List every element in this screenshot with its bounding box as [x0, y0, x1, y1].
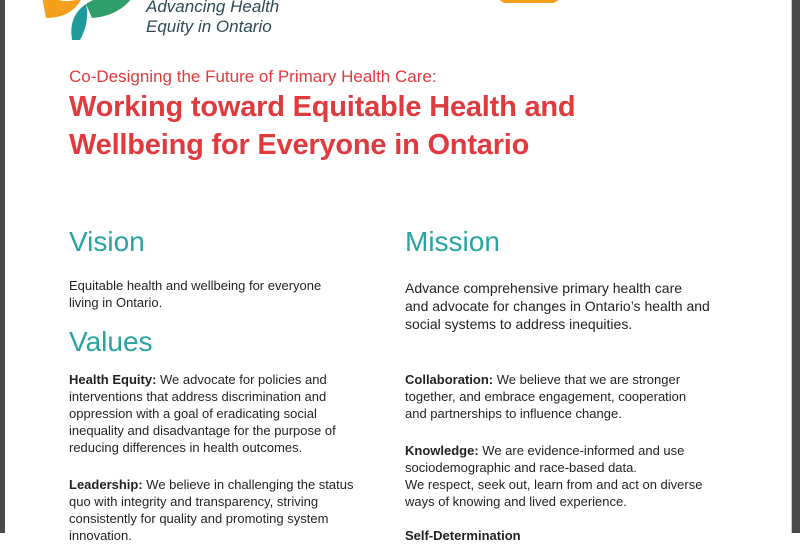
knowledge-text: We respect, seek out, learn from and act on diverse [405, 477, 703, 492]
self-determination-label: Self-Determination [405, 528, 521, 543]
health-equity-text: oppression with a goal of eradicating social [69, 406, 317, 421]
mission-text-line: and advocate for changes in Ontario’s health and [405, 298, 710, 314]
mission-heading: Mission [405, 226, 500, 257]
knowledge-line [405, 442, 684, 459]
health-equity-text: reducing differences in health outcomes. [69, 440, 303, 455]
vision-heading: Vision [69, 226, 145, 257]
self-determination-line [405, 527, 521, 544]
page-subtitle: Co-Designing the Future of Primary Health Care: [69, 67, 437, 86]
health-equity-label: Health Equity: [69, 372, 157, 387]
page-title-line-2: Wellbeing for Everyone in Ontario [69, 129, 530, 161]
health-equity-text: inequality and disadvantage for the purpose of [69, 423, 336, 438]
knowledge-text: sociodemographic and race-based data. [405, 460, 637, 475]
collaboration-text: We believe that we are stronger [493, 372, 681, 387]
health-equity-text: We advocate for policies and [156, 372, 327, 387]
knowledge-text: We are evidence-informed and use [478, 443, 685, 458]
vision-text-line: living in Ontario. [69, 295, 163, 310]
org-name-line-1: Advancing Health [146, 0, 280, 16]
values-heading: Values [69, 326, 153, 357]
leadership-line [69, 476, 353, 493]
mission-text-line: Advance comprehensive primary health care [405, 280, 683, 296]
viewer-left-edge [0, 0, 5, 533]
leadership-label: Leadership: [69, 477, 143, 492]
collaboration-label: Collaboration: [405, 372, 494, 387]
collaboration-text: and partnerships to influence change. [405, 406, 622, 421]
mission-text-line: social systems to address inequities. [405, 316, 633, 332]
leadership-text: quo with integrity and transparency, striving [69, 494, 319, 509]
health-equity-line [69, 371, 327, 388]
collaboration-line [405, 371, 680, 388]
page-right-border [791, 0, 792, 533]
logo-teal-shape [71, 4, 87, 40]
knowledge-text: ways of knowing and lived experience. [405, 494, 627, 509]
vision-text-line: Equitable health and wellbeing for everyone [69, 278, 322, 293]
page-title-line-1: Working toward Equitable Health and [69, 91, 576, 123]
leadership-text: We believe in challenging the status [142, 477, 354, 492]
viewer-right-edge [792, 0, 800, 533]
leadership-text: consistently for quality and promoting system [69, 511, 329, 526]
logo-green-shape [86, 0, 132, 18]
organization-logo [38, 0, 138, 42]
org-name-line-2: Equity in Ontario [146, 17, 272, 36]
health-equity-text: interventions that address discrimination and [69, 389, 327, 404]
leadership-text: innovation. [69, 528, 132, 543]
decorative-orange-bar [498, 0, 560, 3]
knowledge-label: Knowledge: [405, 443, 479, 458]
collaboration-text: together, and embrace engagement, cooperation [405, 389, 687, 404]
